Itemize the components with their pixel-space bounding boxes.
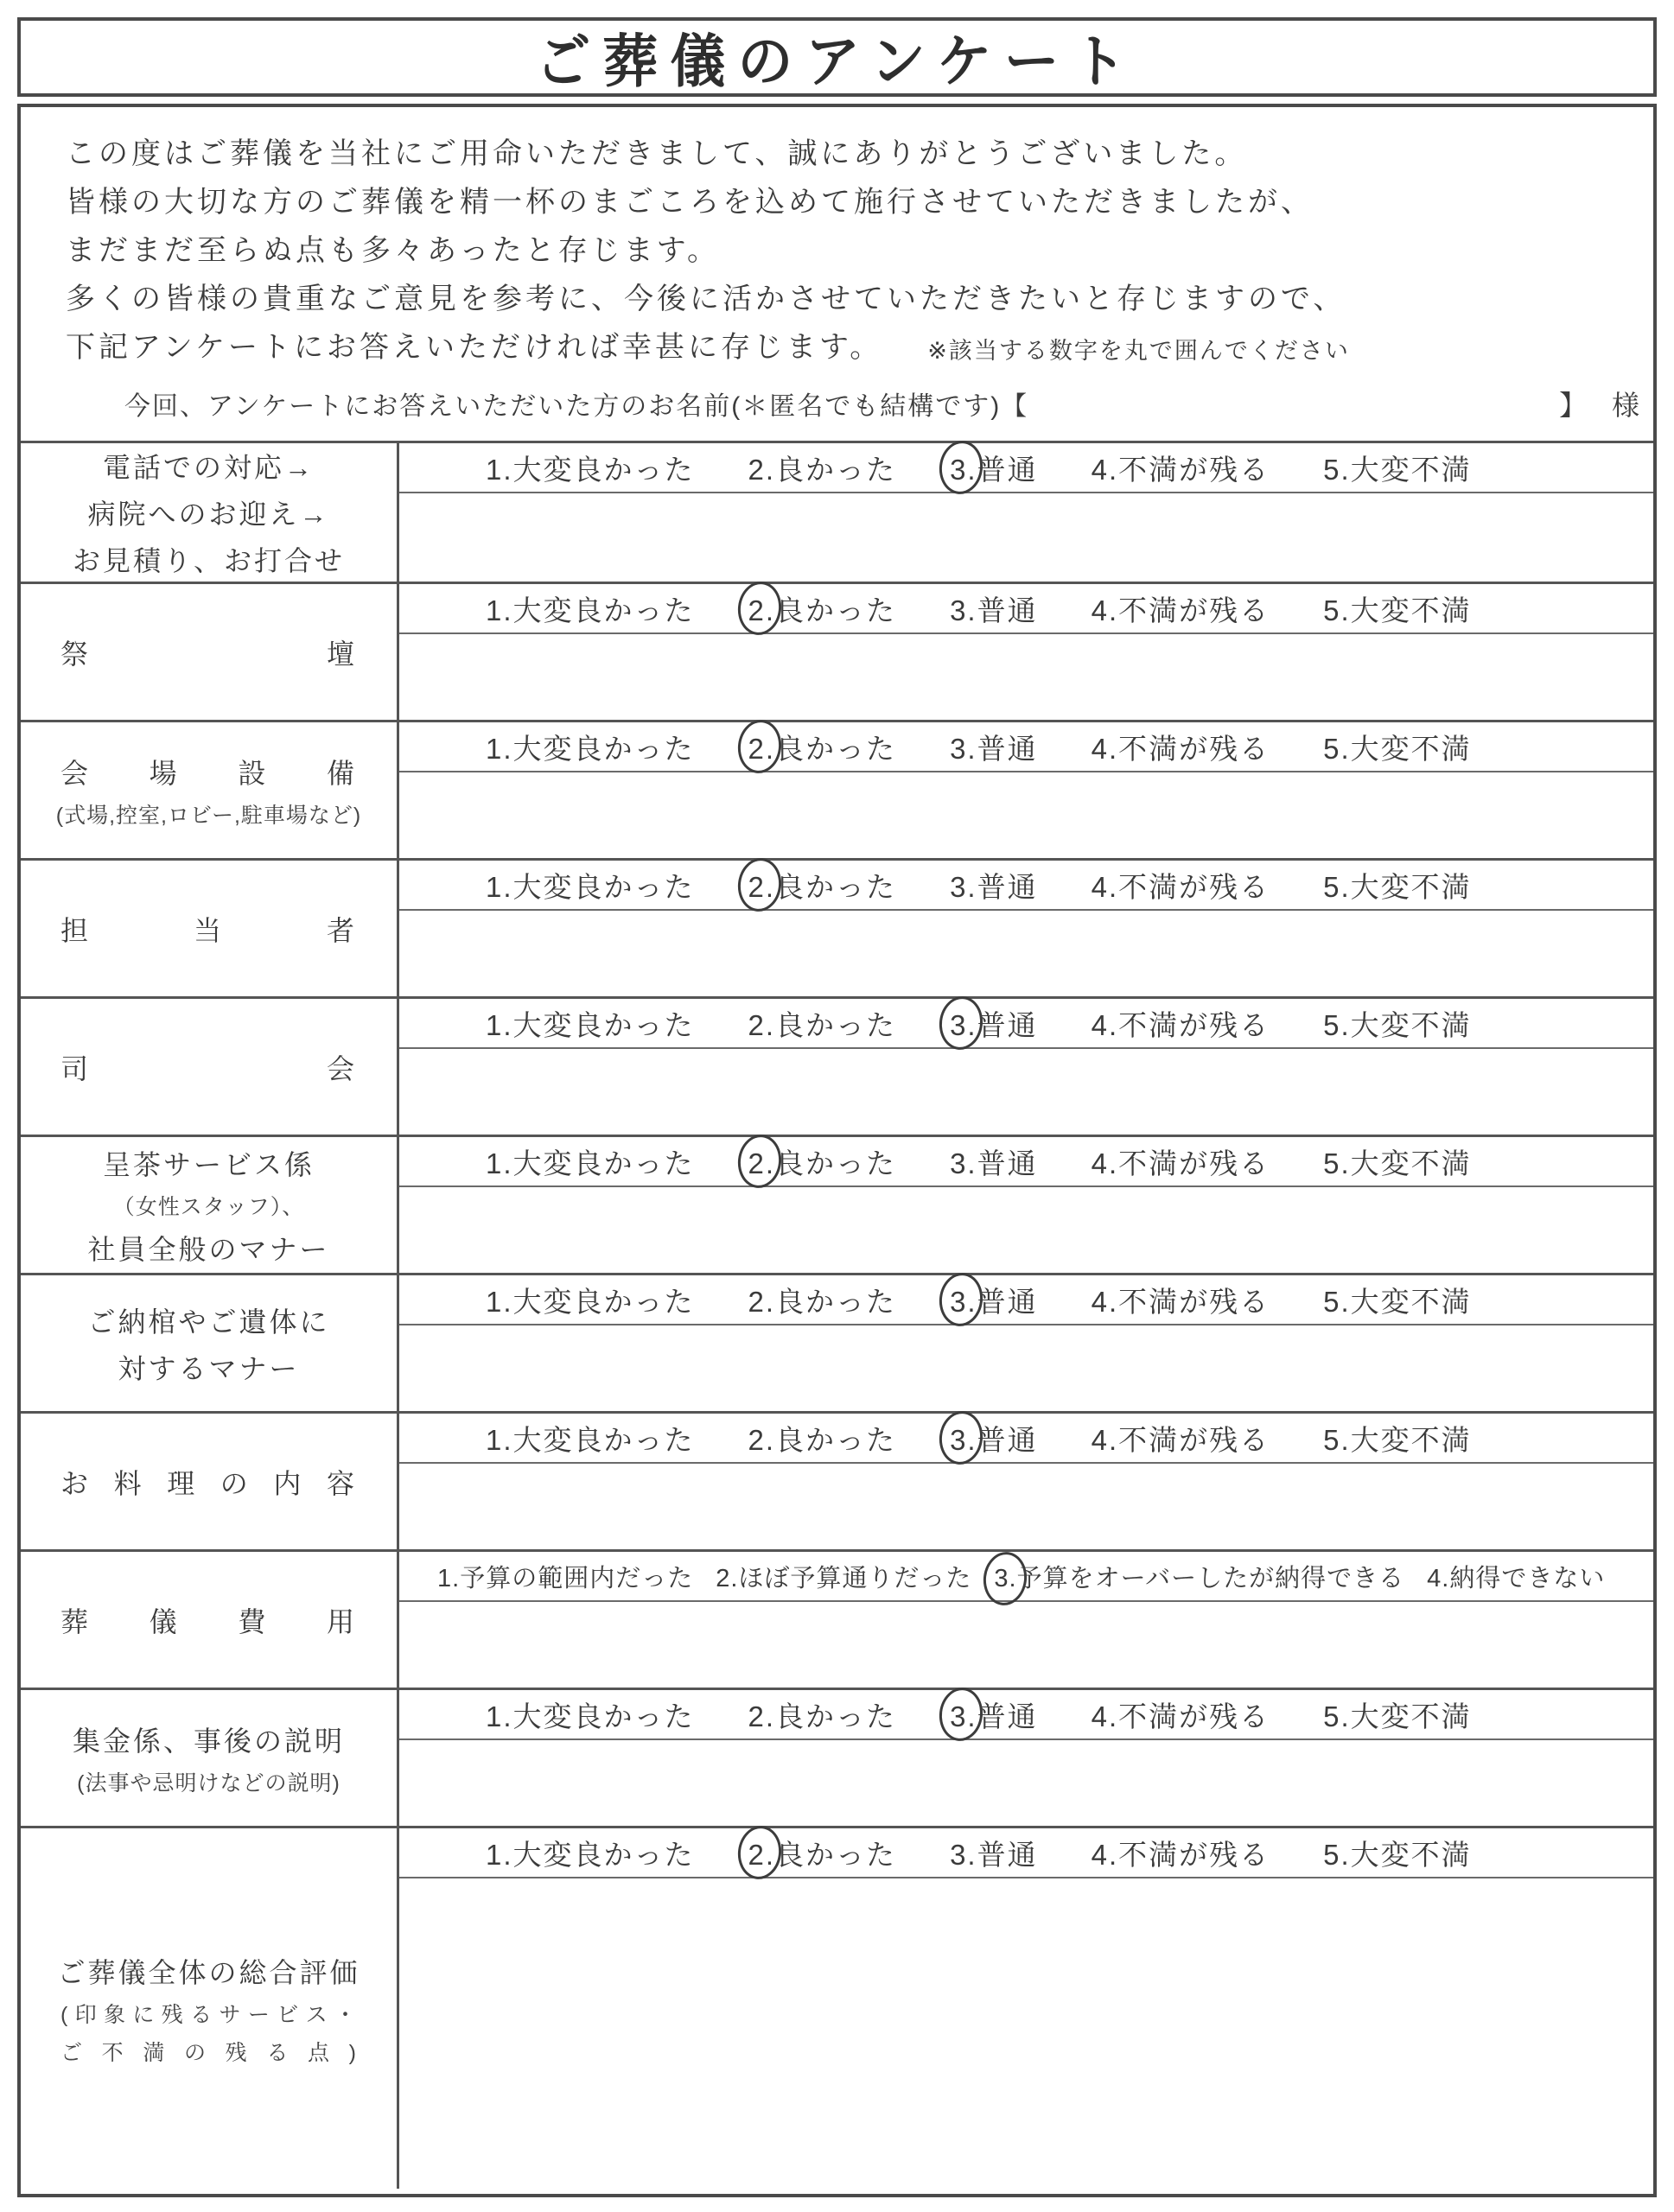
- rating-option-number: 4: [1091, 1008, 1109, 1041]
- rating-option: 1.大変良かった: [486, 1700, 695, 1732]
- rating-option: 4.不満が残る: [1091, 1147, 1270, 1179]
- intro-line: 皆様の大切な方のご葬儀を精一杯のまごころを込めて施行させていただきましたが、: [66, 186, 1314, 219]
- rating-options-strip: [399, 1552, 1653, 1602]
- rating-option: 2.良かった: [748, 1700, 897, 1732]
- rating-option: 1.大変良かった: [486, 732, 695, 765]
- rating-option-number: 5: [1323, 1008, 1341, 1041]
- row-label-line: ご葬儀全体の総合評価: [57, 1956, 360, 1988]
- name-line-suffix: 】 様: [1559, 390, 1648, 421]
- rating-option-number: 1: [486, 1838, 504, 1871]
- rating-option-number: 4: [1091, 1423, 1109, 1456]
- rating-options-strip: [399, 722, 1653, 772]
- row-answer-cell: [399, 443, 1653, 582]
- survey-row: [21, 720, 1653, 858]
- row-label: [21, 999, 399, 1135]
- handwritten-circle-mark: [936, 438, 985, 497]
- row-answer-cell: [399, 1828, 1653, 2189]
- row-label-line: 司会: [60, 1052, 357, 1084]
- row-label: [21, 1275, 399, 1411]
- rating-option: 4.不満が残る: [1091, 594, 1270, 626]
- row-label-line: 社員全般のマナー: [87, 1233, 330, 1265]
- rating-option-number: 2: [748, 1147, 766, 1180]
- rating-option: 2.ほぼ予算通りだった: [716, 1564, 972, 1592]
- row-label: [21, 1690, 399, 1826]
- handwritten-circle-mark: [735, 1132, 784, 1191]
- rating-option: 2.良かった: [748, 1423, 897, 1456]
- row-answer-cell: [399, 1552, 1653, 1688]
- rating-option-number: 4: [1091, 1700, 1109, 1732]
- comment-write-in-area: [399, 911, 1653, 996]
- row-label-line: (式場,控室,ロビー,駐車場など): [55, 803, 362, 828]
- rating-option-number: 5: [1323, 1700, 1341, 1732]
- intro-line: 多くの皆様の貴重なご意見を参考に、今後に活かさせていただきたいと存じますので、: [66, 283, 1346, 315]
- comment-write-in-area: [399, 1740, 1653, 1826]
- rating-option-number: 5: [1323, 1838, 1341, 1871]
- rating-option: 5.大変不満: [1323, 1285, 1472, 1318]
- rating-option: 5.大変不満: [1323, 1700, 1472, 1732]
- rating-options-strip: [399, 1275, 1653, 1325]
- rating-options-strip: [399, 1414, 1653, 1464]
- rating-option: 1.大変良かった: [486, 594, 695, 626]
- rating-option: 1.大変良かった: [486, 1147, 695, 1179]
- comment-write-in-area: [399, 1602, 1653, 1688]
- rating-options-strip: [399, 999, 1653, 1049]
- rating-option: 1.大変良かった: [486, 1423, 695, 1456]
- handwritten-circle-mark: [735, 579, 784, 638]
- row-label: [21, 1552, 399, 1688]
- rating-option: 4.納得できない: [1427, 1564, 1606, 1592]
- row-label-line: 葬儀費用: [60, 1605, 357, 1637]
- rating-option-number: 5: [1323, 453, 1341, 486]
- rating-option-number: 2: [748, 871, 766, 904]
- title-box: [17, 17, 1657, 97]
- form-body: [17, 104, 1657, 2197]
- rating-option: 3 .普通: [950, 1003, 1038, 1044]
- rating-option-number: 1: [486, 1285, 504, 1318]
- comment-write-in-area: [399, 1464, 1653, 1549]
- rating-option-number: 2: [748, 1285, 766, 1318]
- row-answer-cell: [399, 1137, 1653, 1273]
- rating-option-number: 2: [748, 1700, 766, 1732]
- row-answer-cell: [399, 861, 1653, 996]
- row-label-line: ご不満の残る点): [60, 2040, 357, 2065]
- rating-option: 5.大変不満: [1323, 594, 1472, 626]
- handwritten-circle-mark: [735, 855, 784, 914]
- rating-option: 5.大変不満: [1323, 732, 1472, 765]
- row-label-line: 集金係、事後の説明: [72, 1725, 345, 1757]
- respondent-name-line: [21, 384, 1653, 423]
- rating-option: 4.不満が残る: [1091, 1838, 1270, 1871]
- rating-option-number: 5: [1323, 732, 1341, 765]
- circle-instruction-note: ※該当する数字を丸で囲んでください: [927, 338, 1350, 364]
- rating-option: 3.普通: [950, 594, 1038, 626]
- handwritten-circle-mark: [936, 994, 985, 1052]
- rating-option: 3.普通: [950, 870, 1038, 903]
- row-label: [21, 861, 399, 996]
- rating-option: 5.大変不満: [1323, 1008, 1472, 1041]
- row-label-line: 呈茶サービス係: [102, 1148, 315, 1180]
- rating-option-number: 1: [486, 732, 504, 765]
- rating-option-number: 5: [1323, 1147, 1341, 1179]
- intro-line: この度はご葬儀を当社にご用命いただきまして、誠にありがとうございました。: [66, 137, 1248, 170]
- row-answer-cell: [399, 1414, 1653, 1549]
- rating-option: 4.不満が残る: [1091, 1700, 1270, 1732]
- row-label-line: お料理の内容: [60, 1467, 357, 1499]
- rating-options-strip: [399, 1690, 1653, 1740]
- rating-option-number: 2: [748, 1423, 766, 1456]
- survey-row: [21, 1549, 1653, 1688]
- rating-option: 3.普通: [950, 1147, 1038, 1179]
- row-label-line: 病院へのお迎え→: [87, 499, 330, 530]
- comment-write-in-area: [399, 1325, 1653, 1411]
- rating-option-number: 4: [1091, 1838, 1109, 1871]
- rating-option-number: 3: [950, 870, 968, 903]
- rating-options-strip: [399, 1828, 1653, 1878]
- question-table: [21, 441, 1653, 2194]
- row-answer-cell: [399, 722, 1653, 858]
- rating-option-number: 4: [1091, 1147, 1109, 1179]
- rating-option: 4.不満が残る: [1091, 732, 1270, 765]
- survey-row: [21, 996, 1653, 1135]
- rating-option: 4.不満が残る: [1091, 870, 1270, 903]
- rating-option: 1.大変良かった: [486, 870, 695, 903]
- rating-option: 5.大変不満: [1323, 1838, 1472, 1871]
- survey-row: [21, 443, 1653, 582]
- rating-option-number: 4: [1091, 594, 1109, 626]
- rating-option-number: 3: [950, 594, 968, 626]
- rating-option-number: 3: [950, 454, 967, 486]
- rating-option: 3 .普通: [950, 448, 1038, 488]
- rating-option: 4.不満が残る: [1091, 453, 1270, 486]
- rating-option-number: 1: [486, 453, 504, 486]
- rating-option-number: 3: [950, 732, 968, 765]
- row-label-line: お見積り、お打合せ: [72, 545, 345, 576]
- rating-option: 1.大変良かった: [486, 1285, 695, 1318]
- comment-write-in-area: [399, 634, 1653, 720]
- rating-option-number: 5: [1323, 1285, 1341, 1318]
- row-label: [21, 443, 399, 582]
- comment-write-in-area: [399, 1878, 1653, 2189]
- rating-option-number: 3: [950, 1286, 967, 1319]
- row-label-line: （女性スタッフ）、: [112, 1194, 305, 1219]
- rating-option-number: 3: [950, 1424, 967, 1457]
- rating-option: 5.大変不満: [1323, 1147, 1472, 1179]
- row-label-line: 担当者: [60, 914, 357, 946]
- rating-option-number: 4: [1091, 870, 1109, 903]
- rating-option-number: 2: [716, 1564, 731, 1592]
- rating-option-number: 4: [1091, 732, 1109, 765]
- rating-option-number: 3: [950, 1700, 967, 1733]
- survey-row: [21, 858, 1653, 996]
- rating-option: 2.良かった: [748, 453, 897, 486]
- rating-option-number: 1: [486, 1700, 504, 1732]
- rating-option: 2 .良かった: [748, 865, 897, 906]
- rating-option-number: 3: [950, 1147, 968, 1179]
- page-title: ご葬儀のアンケート: [535, 29, 1139, 94]
- row-label: [21, 584, 399, 720]
- rating-option-number: 4: [1427, 1564, 1442, 1592]
- rating-option: 1.予算の範囲内だった: [437, 1564, 694, 1592]
- rating-option-number: 2: [748, 594, 766, 627]
- comment-write-in-area: [399, 772, 1653, 858]
- rating-option-number: 5: [1323, 870, 1341, 903]
- rating-option: 3 .普通: [950, 1418, 1038, 1459]
- rating-option-number: 5: [1323, 594, 1341, 626]
- rating-option-number: 2: [748, 1839, 766, 1872]
- intro-line: 下記アンケートにお答えいただければ幸甚に存じます。: [66, 331, 883, 364]
- comment-write-in-area: [399, 1049, 1653, 1135]
- row-label-line: ご納棺やご遺体に: [87, 1306, 330, 1338]
- rating-option-number: 1: [486, 1008, 504, 1041]
- survey-row: [21, 1688, 1653, 1826]
- rating-option: 4.不満が残る: [1091, 1008, 1270, 1041]
- name-line-label: 今回、アンケートにお答えいただいた方のお名前(＊匿名でも結構です)【: [124, 392, 1029, 421]
- row-label-line: 祭壇: [60, 638, 357, 670]
- row-label: [21, 1137, 399, 1273]
- handwritten-circle-mark: [735, 1823, 784, 1882]
- intro-text: [21, 107, 1653, 372]
- rating-option: 2.良かった: [748, 1285, 897, 1318]
- intro-line: まだまだ至らぬ点も多々あったと存じます。: [66, 234, 720, 267]
- row-label: [21, 722, 399, 858]
- rating-option-number: 5: [1323, 1423, 1341, 1456]
- survey-row: [21, 1273, 1653, 1411]
- rating-option: 5.大変不満: [1323, 453, 1472, 486]
- rating-option: 2 .良かった: [748, 588, 897, 629]
- rating-option-number: 2: [748, 453, 766, 486]
- rating-option: 3 .予算をオーバーしたが納得できる: [994, 1559, 1404, 1594]
- rating-option-number: 2: [748, 733, 766, 766]
- rating-option: 5.大変不満: [1323, 1423, 1472, 1456]
- rating-option-number: 2: [748, 1008, 766, 1041]
- rating-option-number: 4: [1091, 453, 1109, 486]
- rating-option: 1.大変良かった: [486, 453, 695, 486]
- row-label: [21, 1828, 399, 2189]
- rating-option: 4.不満が残る: [1091, 1285, 1270, 1318]
- row-label-line: (法事や忌明けなどの説明): [77, 1770, 341, 1796]
- rating-option-number: 1: [437, 1564, 453, 1592]
- row-label-line: (印象に残るサービス・: [60, 2002, 357, 2027]
- rating-option: 1.大変良かった: [486, 1008, 695, 1041]
- intro-last-line: [66, 323, 1627, 372]
- rating-option: 2.良かった: [748, 1008, 897, 1041]
- rating-options-strip: [399, 861, 1653, 911]
- survey-row: [21, 582, 1653, 720]
- rating-option: 2 .良かった: [748, 1141, 897, 1182]
- survey-row: [21, 1411, 1653, 1549]
- rating-option: 5.大変不満: [1323, 870, 1472, 903]
- rating-option: 3.普通: [950, 1838, 1038, 1871]
- comment-write-in-area: [399, 493, 1653, 582]
- rating-options-strip: [399, 584, 1653, 634]
- row-label-line: 電話での対応→: [102, 452, 315, 483]
- rating-option: 3.普通: [950, 732, 1038, 765]
- rating-option-number: 4: [1091, 1285, 1109, 1318]
- handwritten-circle-mark: [735, 717, 784, 776]
- rating-options-strip: [399, 1137, 1653, 1187]
- rating-option-number: 1: [486, 594, 504, 626]
- rating-option-number: 1: [486, 1147, 504, 1179]
- row-answer-cell: [399, 584, 1653, 720]
- row-answer-cell: [399, 1275, 1653, 1411]
- rating-option-number: 1: [486, 870, 504, 903]
- handwritten-circle-mark: [981, 1549, 1030, 1608]
- rating-options-strip: [399, 443, 1653, 493]
- row-answer-cell: [399, 999, 1653, 1135]
- row-label: [21, 1414, 399, 1549]
- rating-option: 2 .良かった: [748, 1833, 897, 1873]
- rating-option: 3 .普通: [950, 1280, 1038, 1320]
- rating-option: 4.不満が残る: [1091, 1423, 1270, 1456]
- row-label-line: 会場設備: [60, 757, 357, 789]
- rating-option-number: 3: [950, 1838, 968, 1871]
- row-label-line: 対するマナー: [118, 1352, 300, 1384]
- rating-option-number: 3: [994, 1565, 1009, 1593]
- rating-option: 2 .良かった: [748, 727, 897, 767]
- rating-option: 1.大変良かった: [486, 1838, 695, 1871]
- handwritten-circle-mark: [936, 1270, 985, 1329]
- row-answer-cell: [399, 1690, 1653, 1826]
- handwritten-circle-mark: [936, 1408, 985, 1467]
- survey-row: [21, 1826, 1653, 2189]
- rating-option: 3 .普通: [950, 1694, 1038, 1735]
- survey-row: [21, 1135, 1653, 1273]
- rating-option-number: 1: [486, 1423, 504, 1456]
- rating-option-number: 3: [950, 1009, 967, 1042]
- handwritten-circle-mark: [936, 1685, 985, 1744]
- comment-write-in-area: [399, 1187, 1653, 1273]
